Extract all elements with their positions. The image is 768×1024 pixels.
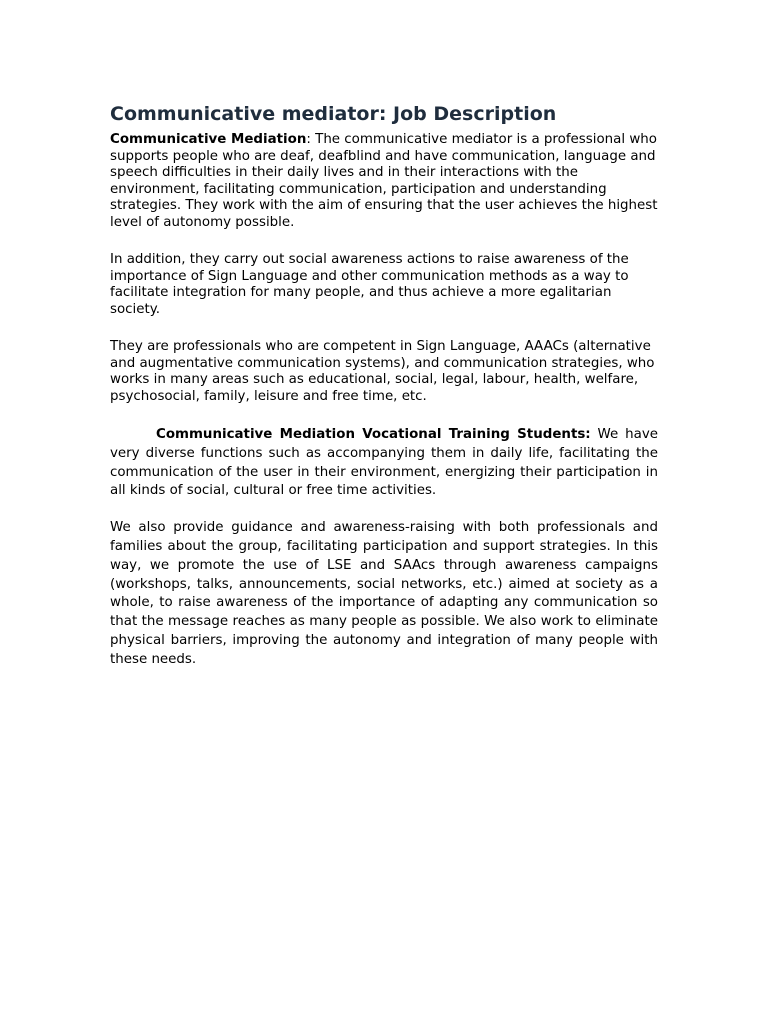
paragraph-guidance: We also provide guidance and awareness-raising with both professionals and families about the group, facilitating participation and support strategies. In this way, we promote the use of LSE and SAAcs through awareness campaigns (workshops, talks, announcements, social networks, etc.) aimed at society as a whole, to raise awareness of the importance of adapting any communication so that the message reaches as many people as possible. We also work to eliminate physical barriers, improving the autonomy and integration of many people with these needs. — [110, 520, 658, 667]
paragraph-students-lead: Communicative Mediation Vocational Training Students: — [156, 427, 591, 442]
paragraph-students — [110, 426, 658, 501]
document-page — [110, 102, 658, 670]
paragraph-competencies: They are professionals who are competent in Sign Language, AAACs (alternative and augmentative communication systems), and communication strategies, who works in many areas such as educational, social, legal, labour, health, welfare, psychosocial, family, leisure and free time, etc. — [110, 339, 655, 404]
paragraph-students-text: We have very diverse functions such as accompanying them in daily life, facilitating the communication of the user in their environment, energizing their participation in all kinds of social, cultural or free time activities. — [110, 427, 658, 499]
paragraph-definition-text: : The communicative mediator is a professional who supports people who are deaf, deafblind and have communication, language and speech difficulties in their daily lives and in their interactions with the environment, facilitating communication, participation and understanding strategies. They work with the aim of ensuring that the user achieves the highest level of autonomy possible. — [110, 132, 658, 230]
paragraph-definition-lead: Communicative Mediation — [110, 132, 307, 147]
document-title: Communicative mediator: Job Description — [110, 103, 557, 125]
paragraph-awareness: In addition, they carry out social awareness actions to raise awareness of the importance of Sign Language and other communication methods as a way to facilitate integration for many people, and thus achieve a more egalitarian society. — [110, 252, 629, 317]
paragraph-definition — [110, 132, 658, 231]
